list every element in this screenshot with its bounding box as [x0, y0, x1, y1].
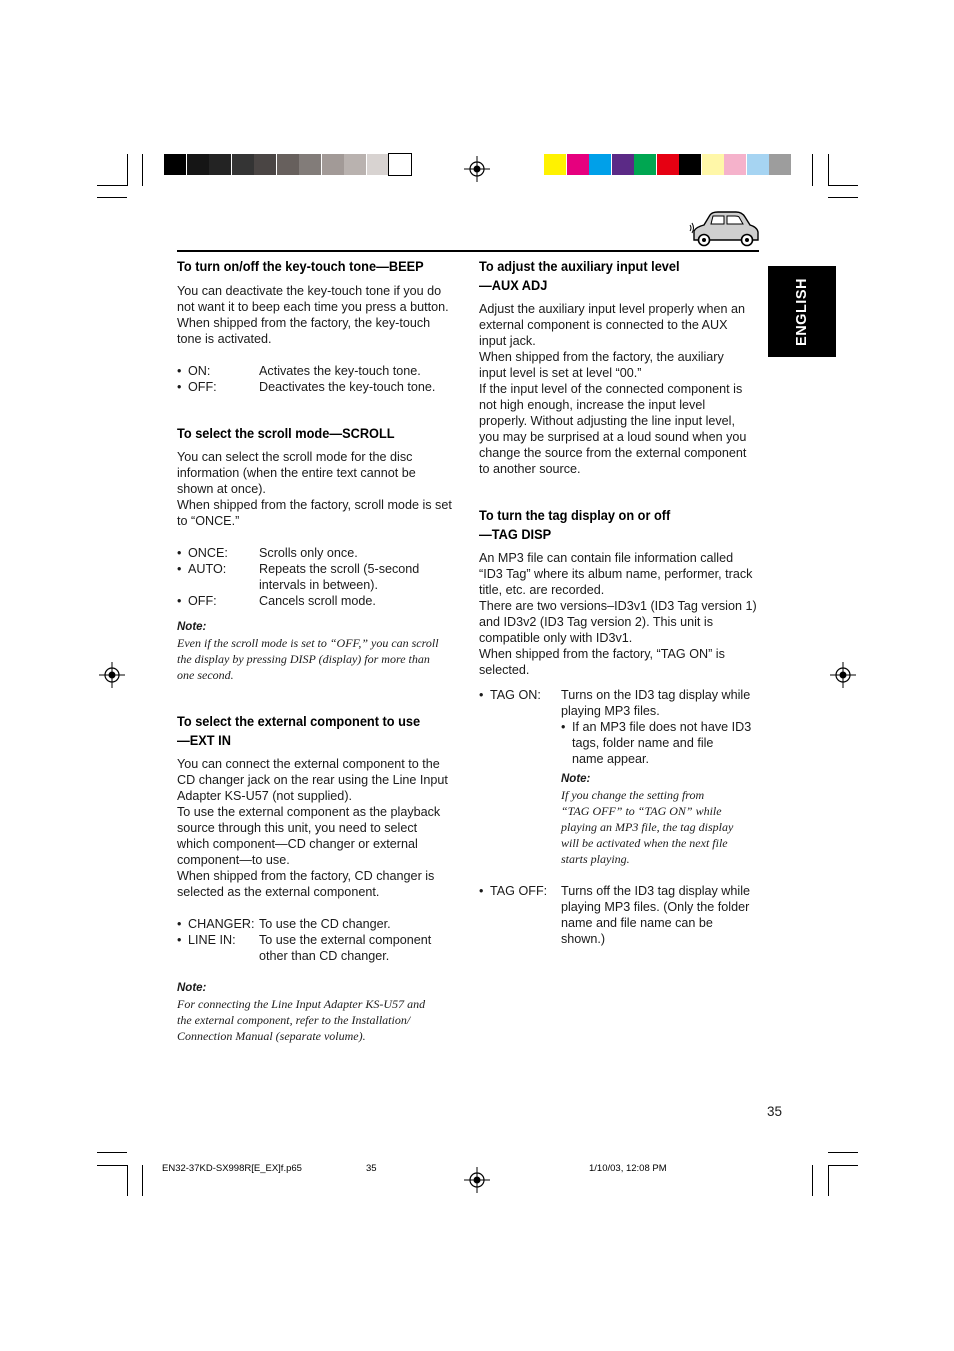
color-swatch	[589, 154, 611, 175]
ext-in-note: For connecting the Line Input Adapter KS-U57 and the external component, refer to the Installation/ Connection Manual (separate volume).	[177, 997, 426, 1043]
color-swatch	[544, 154, 566, 175]
tag-disp-note: If you change the setting from “TAG OFF” to “TAG ON” while playing an MP3 file, the tag display will be activated when the next file starts playing.	[561, 788, 734, 866]
beep-heading: To turn on/off the key-touch tone—BEEP	[177, 259, 424, 275]
tag-disp-heading-2: —TAG DISP	[479, 526, 552, 543]
option-row: • OFF: Deactivates the key-touch tone.	[177, 379, 436, 394]
tag-disp-heading: To turn the tag display on or off	[479, 508, 671, 524]
crosshair-registration-icon	[99, 662, 125, 688]
color-swatch	[679, 154, 701, 175]
color-swatch	[747, 154, 769, 175]
option-row: • CHANGER: To use the CD changer.	[177, 917, 391, 931]
note-label: Note:	[177, 982, 207, 994]
crosshair-registration-icon	[464, 1167, 490, 1193]
ext-in-heading: To select the external component to use	[177, 714, 421, 730]
color-swatch	[389, 154, 411, 175]
color-swatch	[657, 154, 679, 175]
ext-in-description: You can connect the external component to the CD changer jack on the rear using the Line Input Adapter KS-U57 (not supplied). To use the external component as the playback source through this unit, you need to select which component—CD changer or external component—to use. When shipped from the factory, CD changer is selected as the external component.	[177, 757, 448, 899]
color-swatch	[232, 154, 254, 175]
aux-adj-section	[479, 258, 764, 477]
option-row: • OFF: Cancels scroll mode.	[177, 594, 376, 608]
right-column	[479, 258, 764, 947]
crosshair-registration-icon	[830, 662, 856, 688]
note-label: Note:	[561, 773, 591, 785]
option-row: • LINE IN: To use the external component other than CD changer.	[177, 933, 432, 963]
page-number: 35	[767, 1104, 783, 1119]
color-swatch	[724, 154, 746, 175]
scroll-section	[177, 425, 462, 684]
aux-adj-description: Adjust the auxiliary input level properly when an external component is connected to the AUX input jack. When shipped from the factory, the auxiliary input level is set at level “00.” If the input level of the connected component is not high enough, increase the input level properly. Without adjusting the line input level, you may be surprised at a loud sound when you change the source from the external component to another source.	[479, 302, 747, 476]
tag-note-block	[561, 771, 764, 867]
aux-adj-heading: To adjust the auxiliary input level	[479, 259, 680, 275]
left-column	[177, 258, 462, 1044]
footer-filename: EN32-37KD-SX998R[E_EX]f.p65	[162, 1163, 302, 1174]
option-row: • ONCE: Scrolls only once.	[177, 546, 358, 560]
aux-adj-heading-2: —AUX ADJ	[479, 277, 548, 294]
color-swatch	[187, 154, 209, 175]
option-row: • ON: Activates the key-touch tone.	[177, 363, 421, 378]
scroll-heading: To select the scroll mode—SCROLL	[177, 425, 395, 442]
color-swatch	[164, 154, 186, 175]
beep-section	[177, 258, 462, 395]
color-swatch	[322, 154, 344, 175]
option-row: • TAG OFF: Turns off the ID3 tag display while playing MP3 files. (Only the folder name and file name can be shown.)	[479, 884, 751, 946]
language-tab-label: ENGLISH	[794, 277, 810, 346]
footer-page: 35	[366, 1163, 377, 1174]
color-swatch	[209, 154, 231, 175]
tag-disp-description: An MP3 file can contain file information called “ID3 Tag” where its album name, performer, track title, etc. are recorded. There are two versions–ID3v1 (ID3 Tag version 1) and ID3v2 (ID3 Tag version 2). This unit is compatible only with ID3v1. When shipped from the factory, “TAG ON” is selected.	[479, 551, 757, 677]
crosshair-registration-icon	[464, 156, 490, 182]
footer-date: 1/10/03, 12:08 PM	[589, 1163, 667, 1174]
color-swatch	[344, 154, 366, 175]
color-swatch	[367, 154, 389, 175]
option-row: • TAG ON: Turns on the ID3 tag display while playing MP3 files.	[479, 688, 751, 718]
car-icon	[688, 207, 760, 249]
color-swatch	[702, 154, 724, 175]
color-swatch	[299, 154, 321, 175]
color-swatch	[277, 154, 299, 175]
ext-in-heading-2: —EXT IN	[177, 732, 231, 749]
tag-disp-section	[479, 507, 764, 947]
scroll-note: Even if the scroll mode is set to “OFF,” you can scroll the display by pressing DISP (display) for more than one second.	[177, 636, 439, 682]
scroll-description: You can select the scroll mode for the disc information (when the entire text cannot be shown at once). When shipped from the factory, scroll mode is set to “ONCE.”	[177, 450, 452, 528]
color-swatch	[612, 154, 634, 175]
color-swatch	[769, 154, 791, 175]
sub-bullet: • If an MP3 file does not have ID3 tags, folder name and file name appear.	[561, 720, 752, 766]
note-label: Note:	[177, 621, 207, 633]
beep-description: You can deactivate the key-touch tone if you do not want it to beep each time you press a button. When shipped from the factory, the key-touch tone is activated.	[177, 283, 449, 346]
color-swatch	[254, 154, 276, 175]
option-row: • AUTO: Repeats the scroll (5-second intervals in between).	[177, 562, 420, 592]
color-swatch	[567, 154, 589, 175]
ext-in-section	[177, 713, 462, 1044]
header-rule	[177, 250, 759, 252]
color-swatch	[634, 154, 656, 175]
language-tab	[768, 266, 836, 357]
